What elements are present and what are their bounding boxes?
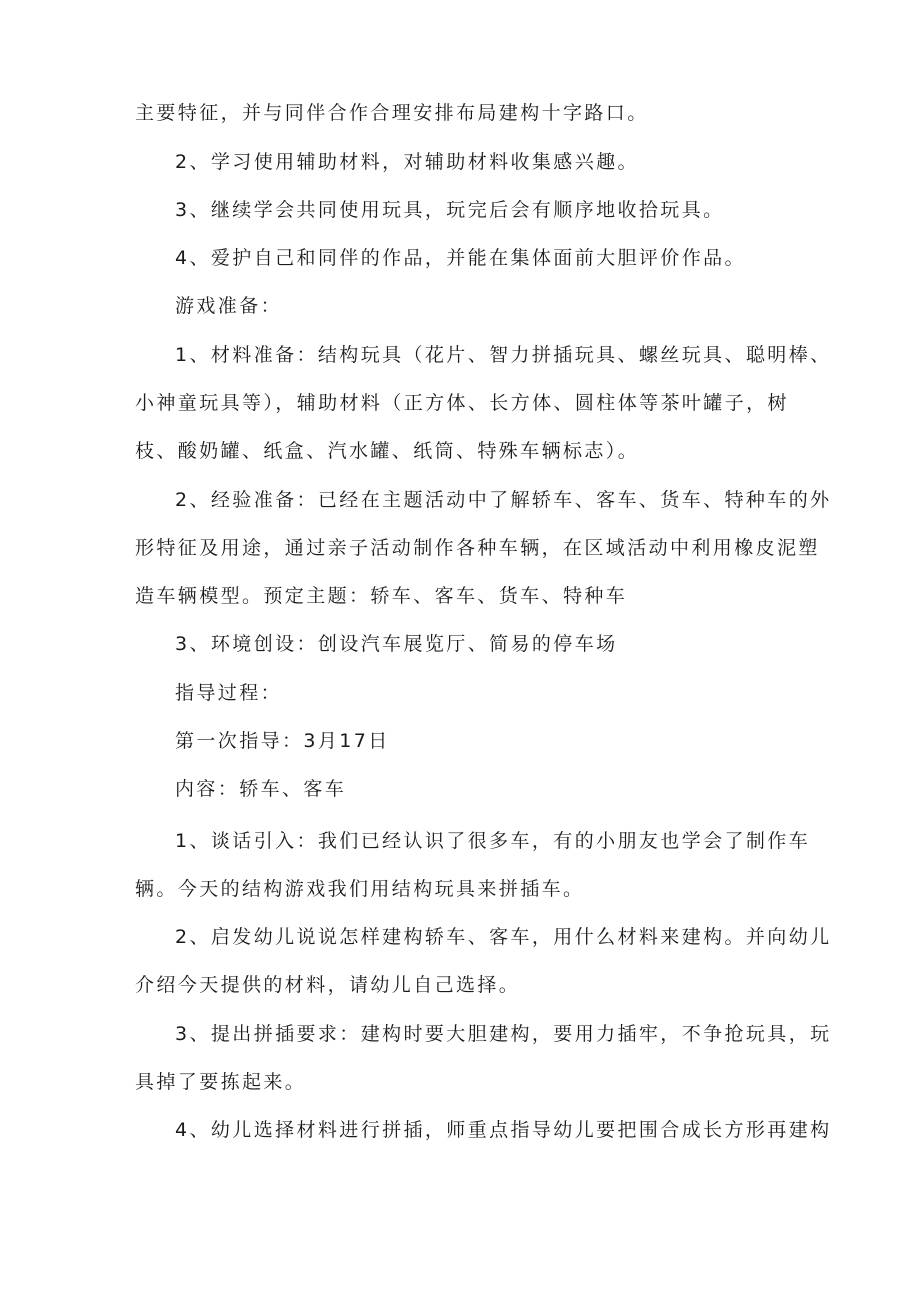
text-line-objective-2: 2、学习使用辅助材料，对辅助材料收集感兴趣。: [175, 151, 639, 173]
text-line-first-guidance-date: 第一次指导：3月17日: [175, 730, 390, 752]
text-line-step-4-a: 4、幼儿选择材料进行拼插，师重点指导幼儿要把围合成长方形再建构: [175, 1119, 832, 1141]
section-heading-game-preparation: 游戏准备：: [175, 295, 283, 317]
text-line-step-2-a: 2、启发幼儿说说怎样建构轿车、客车，用什么材料来建构。并向幼儿: [175, 926, 832, 948]
text-line-objective-3: 3、继续学会共同使用玩具，玩完后会有顺序地收拾玩具。: [175, 199, 725, 221]
section-heading-guidance-process: 指导过程：: [175, 682, 283, 704]
text-line-environment: 3、环境创设：创设汽车展览厅、简易的停车场: [175, 633, 618, 655]
text-line-objective-1-continued: 主要特征，并与同伴合作合理安排布局建构十字路口。: [135, 102, 649, 124]
text-line-step-1-b: 辆。今天的结构游戏我们用结构玩具来拼插车。: [135, 878, 585, 900]
text-line-step-2-b: 介绍今天提供的材料，请幼儿自己选择。: [135, 974, 521, 996]
text-line-content: 内容：轿车、客车: [175, 778, 347, 800]
text-line-step-1-a: 1、谈话引入：我们已经认识了很多车，有的小朋友也学会了制作车: [175, 830, 811, 852]
text-line-experience-prep-3: 造车辆模型。预定主题：轿车、客车、货车、特种车: [135, 585, 628, 607]
text-line-experience-prep-1: 2、经验准备：已经在主题活动中了解轿车、客车、货车、特种车的外: [175, 489, 832, 511]
text-line-material-prep-3: 枝、酸奶罐、纸盒、汽水罐、纸筒、特殊车辆标志）。: [135, 440, 640, 462]
text-line-material-prep-1: 1、材料准备：结构玩具（花片、智力拼插玩具、螺丝玩具、聪明棒、: [175, 344, 832, 366]
text-line-step-3-b: 具掉了要拣起来。: [135, 1071, 307, 1093]
text-line-step-3-a: 3、提出拼插要求：建构时要大胆建构，要用力插牢，不争抢玩具，玩: [175, 1023, 832, 1045]
text-line-material-prep-2: 小神童玩具等），辅助材料（正方体、长方体、圆柱体等茶叶罐子，树: [135, 392, 789, 414]
text-line-objective-4: 4、爱护自己和同伴的作品，并能在集体面前大胆评价作品。: [175, 247, 746, 269]
text-line-experience-prep-2: 形特征及用途，通过亲子活动制作各种车辆，在区域活动中利用橡皮泥塑: [135, 537, 820, 559]
